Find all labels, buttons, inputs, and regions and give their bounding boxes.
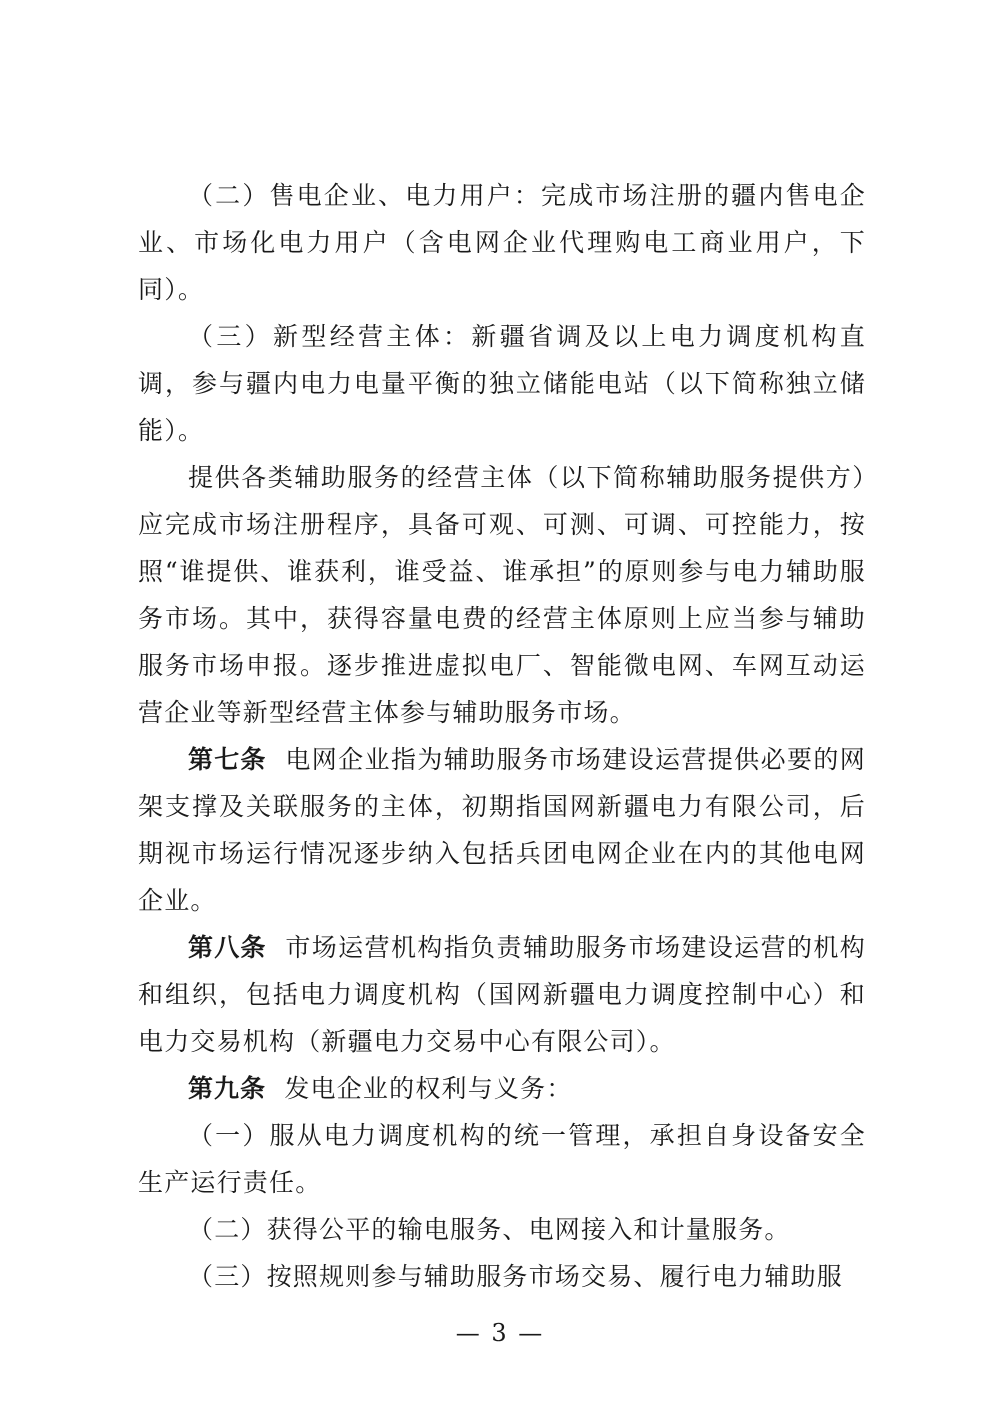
paragraph-service-providers: 提供各类辅助服务的经营主体（以下简称辅助服务提供方）应完成市场注册程序，具备可观、可测、可调、可控能力，按照“谁提供、谁获利，谁受益、谁承担”的原则参与电力辅助服务市场。其中，获得容量电费的经营主体原则上应当参与辅助服务市场申报。逐步推进虚拟电厂、智能微电网、车网互动运营企业等新型经营主体参与辅助服务市场。: [138, 463, 866, 727]
paragraph-new-entities: （三）新型经营主体：新疆省调及以上电力调度机构直调，参与疆内电力电量平衡的独立储能电站（以下简称独立储能）。: [138, 322, 866, 445]
article-seven: 第七条 电网企业指为辅助服务市场建设运营提供必要的网架支撑及关联服务的主体，初期指国网新疆电力有限公司，后期视市场运行情况逐步纳入包括兵团电网企业在内的其他电网企业。: [138, 745, 866, 915]
article-nine-heading: 第九条: [188, 1074, 267, 1103]
article-seven-heading: 第七条: [188, 745, 267, 774]
article-nine: 第九条 发电企业的权利与义务：: [188, 1074, 573, 1103]
paragraph-sales-users: （二）售电企业、电力用户：完成市场注册的疆内售电企业、市场化电力用户（含电网企业代理购电工商业用户，下同）。: [138, 181, 866, 304]
article-nine-item-two: （二）获得公平的输电服务、电网接入和计量服务。: [188, 1215, 791, 1244]
article-eight: 第八条 市场运营机构指负责辅助服务市场建设运营的机构和组织，包括电力调度机构（国网新疆电力调度控制中心）和电力交易机构（新疆电力交易中心有限公司）。: [138, 933, 866, 1056]
article-eight-heading: 第八条: [188, 933, 267, 962]
page-number: — 3 —: [455, 1319, 545, 1347]
article-nine-item-three: （三）按照规则参与辅助服务市场交易、履行电力辅助服: [188, 1262, 844, 1291]
document-body: [138, 172, 866, 1300]
article-nine-item-one: （一）服从电力调度机构的统一管理，承担自身设备安全生产运行责任。: [138, 1121, 866, 1197]
